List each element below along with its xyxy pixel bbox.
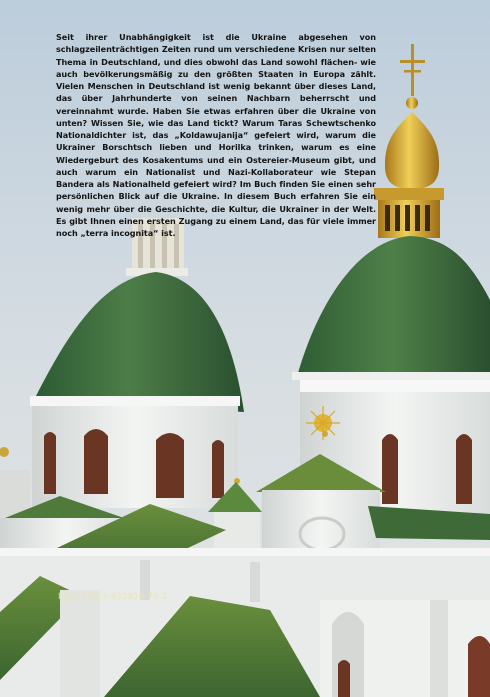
back-cover-blurb: Seit ihrer Unabhängigkeit ist die Ukraine abgesehen von schlagzeilenträchtigen Zeiten rund um verschiedene Krisen nur selten Thema in Deutschland, und dies obwohl das Land sowohl flächen- wie auch bevölkerungsmäßig zu den größten Staaten in Europa zählt. Vielen Menschen in Deutschland ist wenig bekannt über dieses Land, das über Jahrhunderte von seinen Nachbarn beherrscht und vereinnahmt wurde. Haben Sie etwas erfahren über die Ukraine von unten? Wissen Sie, wie das Land tickt? Warum Taras Schewtschenko Nationaldichter ist, das „Koldawujanija“ gefeiert wird, warum die Ukrainer Borschtsch lieben und Horilka trinken, warum es eine Wiedergeburt des Kosakentums und ein Ostereier-Museum gibt, und auch warum ein Nationalist und Nazi-Kollaborateur wie Stepan Bandera als Nationalheld gefeiert wird? Im Buch finden Sie einen sehr persönlichen Blick auf die Ukraine. In diesem Buch erfahren Sie ein wenig mehr über die Geschichte, die Kultur, die Ukrainer in der Welt. Es gibt Ihnen einen ersten Zugang zu einem Land, das für viele immer noch „terra incognita“ ist. xyxy=(56,32,376,238)
isbn-number: ISBN 978-3-932916-76-2 xyxy=(58,592,168,602)
